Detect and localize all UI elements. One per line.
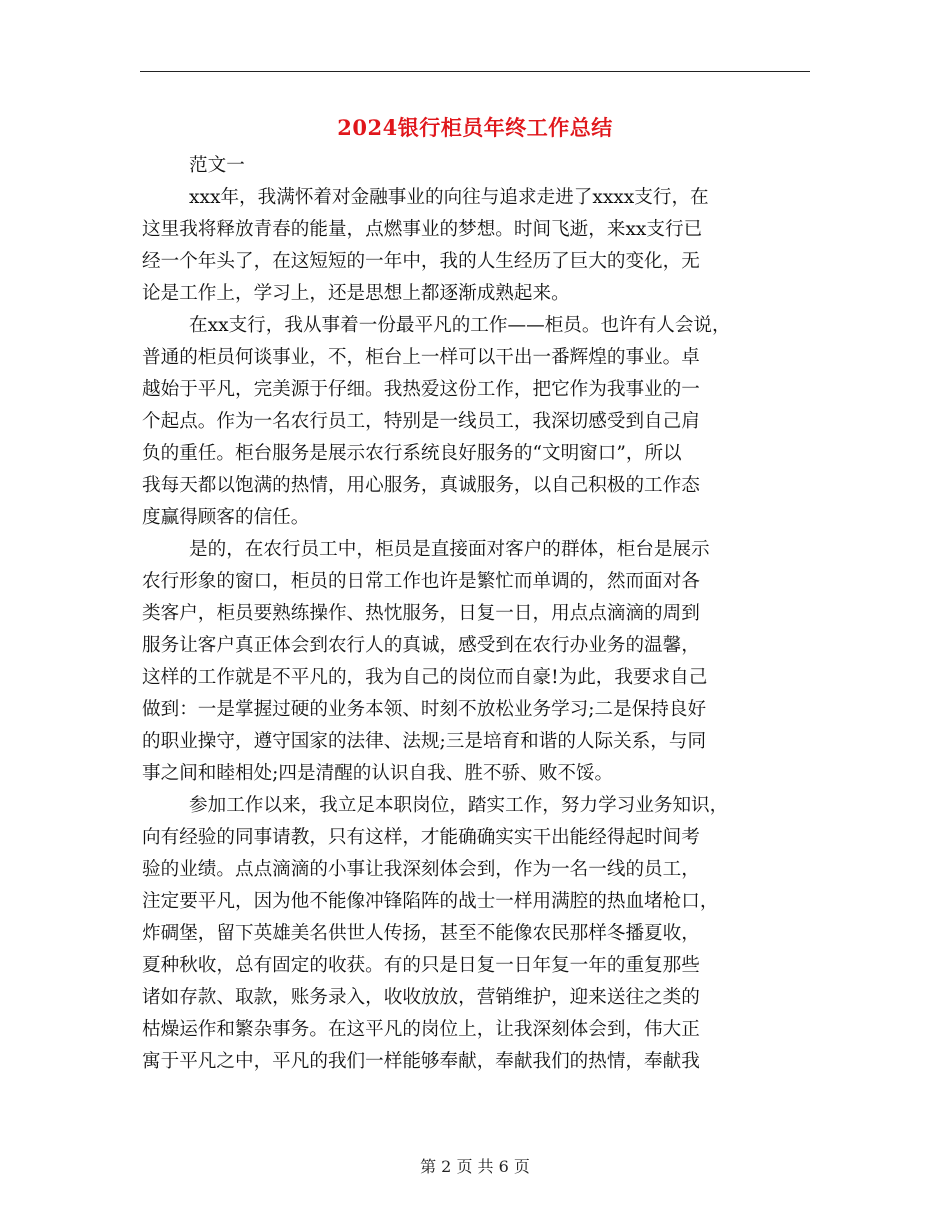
- text-line: 在xx支行，我从事着一份最平凡的工作——柜员。也许有人会说，: [189, 315, 731, 336]
- text-line: 注定要平凡，因为他不能像冲锋陷阵的战士一样用满腔的热血堵枪口，: [142, 891, 719, 912]
- text-line: 经一个年头了，在这短短的一年中，我的人生经历了巨大的变化，无: [142, 251, 700, 272]
- document-body: [142, 150, 810, 1078]
- text-line: 验的业绩。点点滴滴的小事让我深刻体会到，作为一名一线的员工，: [142, 859, 700, 880]
- text-line: 我每天都以饱满的热情，用心服务，真诚服务，以自己积极的工作态: [142, 475, 700, 496]
- header-rule: [140, 71, 810, 72]
- text-line: 做到：一是掌握过硬的业务本领、时刻不放松业务学习;二是保持良好: [142, 699, 707, 720]
- text-line: 事之间和睦相处;四是清醒的认识自我、胜不骄、败不馁。: [142, 763, 614, 784]
- text-line: 是的，在农行员工中，柜员是直接面对客户的群体，柜台是展示: [189, 539, 710, 560]
- text-line: 的职业操守，遵守国家的法律、法规;三是培育和谐的人际关系，与同: [142, 731, 707, 752]
- text-line: 寓于平凡之中，平凡的我们一样能够奉献，奉献我们的热情，奉献我: [142, 1051, 700, 1072]
- text-line: 这里我将释放青春的能量，点燃事业的梦想。时间飞逝，来xx支行已: [142, 219, 703, 240]
- text-line: 参加工作以来，我立足本职岗位，踏实工作，努力学习业务知识，: [189, 795, 729, 816]
- text-line: xxx年，我满怀着对金融事业的向往与追求走进了xxxx支行，在: [189, 187, 709, 208]
- text-line: 类客户，柜员要熟练操作、热忱服务，日复一日，用点点滴滴的周到: [142, 603, 700, 624]
- text-line: 服务让客户真正体会到农行人的真诚，感受到在农行办业务的温馨，: [142, 635, 700, 656]
- text-line: 农行形象的窗口，柜员的日常工作也许是繁忙而单调的，然而面对各: [142, 571, 700, 592]
- text-line: 越始于平凡，完美源于仔细。我热爱这份工作，把它作为我事业的一: [142, 379, 700, 400]
- text-line: 论是工作上，学习上，还是思想上都逐渐成熟起来。: [142, 283, 570, 304]
- text-line: 夏种秋收，总有固定的收获。有的只是日复一日年复一年的重复那些: [142, 955, 700, 976]
- text-line: 负的重任。柜台服务是展示农行系统良好服务的“文明窗口”，所以: [142, 443, 682, 464]
- text-line: 炸碉堡，留下英雄美名供世人传扬，甚至不能像农民那样冬播夏收，: [142, 923, 700, 944]
- page-footer: 第 2 页 共 6 页: [420, 1157, 530, 1176]
- document-title: 2024银行柜员年终工作总结: [337, 115, 613, 140]
- text-line: 范文一: [189, 155, 245, 176]
- text-line: 个起点。作为一名农行员工，特别是一线员工，我深切感受到自己肩: [142, 411, 700, 432]
- text-line: 度赢得顾客的信任。: [142, 507, 310, 528]
- text-line: 普通的柜员何谈事业，不，柜台上一样可以干出一番辉煌的事业。卓: [142, 347, 700, 368]
- text-line: 向有经验的同事请教，只有这样，才能确确实实干出能经得起时间考: [142, 827, 700, 848]
- text-line: 这样的工作就是不平凡的，我为自己的岗位而自豪!为此，我要求自己: [142, 667, 708, 688]
- text-line: 诸如存款、取款，账务录入，收收放放，营销维护，迎来送往之类的: [142, 987, 700, 1008]
- text-line: 枯燥运作和繁杂事务。在这平凡的岗位上，让我深刻体会到，伟大正: [142, 1019, 700, 1040]
